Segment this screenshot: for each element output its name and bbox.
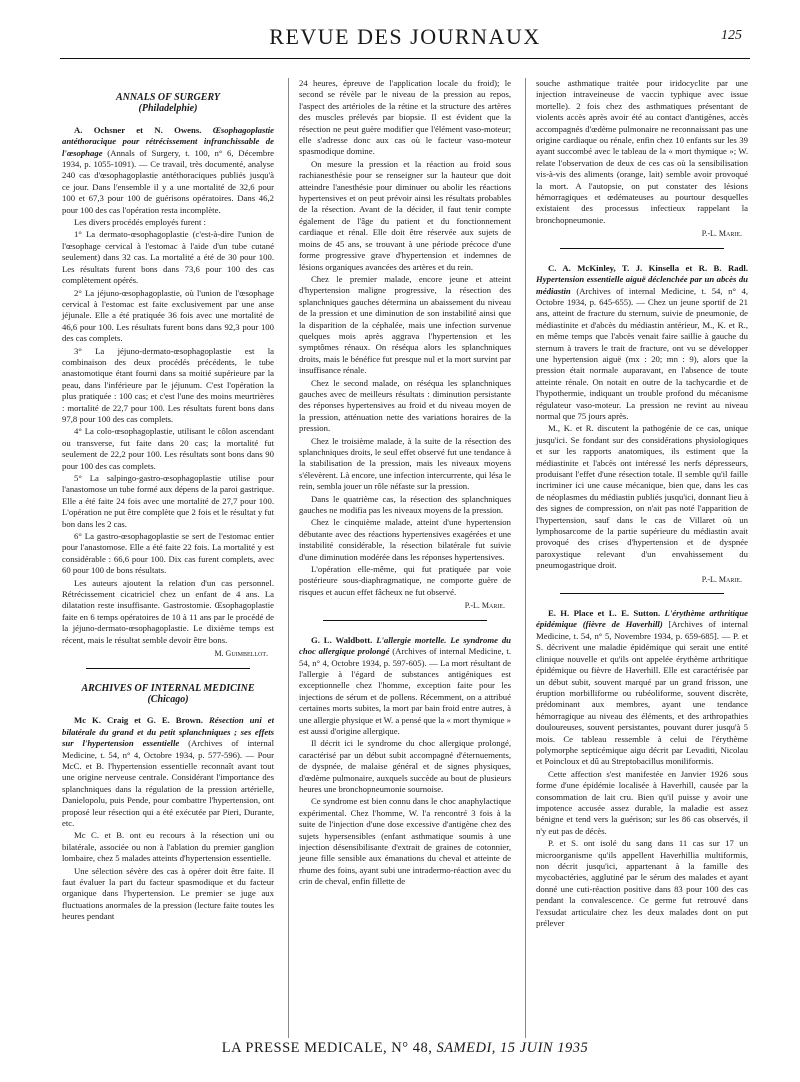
paragraph: 2° La jéjuno-œsophagoplastie, où l'union de l'œsophage cervical à l'estomac est faite exclusivement par une anse jéjunale. Elle a été pratiquée 36 fois avec une mortalité de 46,6 pour 100. Les résultats furent bons dans 92,3 pour 100 des cas complets. [62,287,274,344]
paragraph: Chez le troisième malade, à la suite de la résection des splanchniques droits, le seul effet observé fut une tendance à la stabilisation de la pression, mais les niveaux moyens s'élevèrent. Là encore, une infection intercurrente, qui lésa le rein, sembla jouer un rôle néfaste sur la pression. [299,435,511,492]
article-heading [62,715,274,829]
paragraph: Mc C. et B. ont eu recours à la résection uni ou bilatérale, associée ou non à l'ablation du premier ganglion lombaire, chez 5 malades atteints d'hypertension essentielle. [62,830,274,864]
article-authors: E. H. Place et L. E. Sutton. [548,608,661,619]
article-authors: C. A. McKinley, T. J. Kinsella et R. B. Radl. [548,262,748,273]
paragraph: Chez le cinquième malade, atteint d'une hypertension débutante avec des réactions hypertensives exagérées et une instabilité considérable, la résection bilatérale fut suivie d'une diminution modérée dans les réponses hypertensives. [299,517,511,562]
article-columns [60,78,750,1038]
section-divider [560,248,724,249]
page-number: 125 [721,28,742,43]
paragraph: Dans le quatrième cas, la résection des splanchniques gauches ne modifia pas les niveaux moyens de la pression. [299,493,511,516]
article-title: Hypertension essentielle aiguë déclenchée par un abcès du médiastin [536,274,748,296]
article-title: L'allergie mortelle. Le syndrome du choc allergique prolongé [299,634,512,657]
paragraph: Il décrit ici le syndrome du choc allergique prolongé, caractérisé par un début subit accompagné d'éternuements, de dyspnée, de malaise général et de signes physiques, d'œdème pulmonaire, auxquels succède au bout de plusieurs heures une bronchopneumonie sournoise. [299,738,511,794]
article-heading [299,635,511,738]
article-title: L'érythème arthritique épidémique (fièvre de Haverhill) [536,608,749,630]
article-reference: (Archives of internal Medicine, t. 54, n° 4, Octobre 1934, p. 645-655). — Chez un jeune sportif de 21 ans, atteint de fracture du sternum, suivie de pneumonie, de médiastinite et d'abcès du médiastin antérieur, M., K. et R., en même temps que l'abcès venait faire saillie à gauche du sternum à travers le trait de fracture, ont vu se développer une hypertension aiguë (mx : 20; mn : 9), alors que la pression était normale auparavant, en l'absence de toute atteinte rénale. On notait en outre de la tachycardie et de l'hypothermie, indiquant un trouble profond du mécanisme régulateur vaso-moteur. La pression ne revint au niveau normal que 75 jours après. [536,285,748,421]
paragraph: Une sélection sévère des cas à opérer doit être faite. Il faut évaluer la part du facteur spasmodique et du facteur organique dans l'hypertension. Le premier se juge aux fluctuations anormales de la pression (lecture faite toutes les heures pendant [62,865,274,922]
column-2 [288,78,513,1038]
article-authors: G. L. Waldbott. [311,634,373,645]
paragraph: 4° La colo-œsophagoplastie, utilisant le côlon ascendant ou transverse, fut faite dans 20 cas; la mortalité fut seulement de 22,2 pour 100. Les résultats sont bons dans 90 pour 100 des cas complets. [62,426,274,471]
journal-heading: ARCHIVES OF INTERNAL MEDICINE [81,682,255,694]
article-reference: [Archives of internal Medicine, t. 54, n° 5, Novembre 1934, p. 659-685]. — P. et S. décrivent une maladie épidémique qui serait une entité clinique nouvelle et qu'ils ont appelée érythème arthritique épidémique ou fièvre de Haverhill. Elle est caractérisée par un début subit, souvent marqué par un grand frisson, une éruption morbilliforme ou rubéoliforme, souvent discrète, prédominant aux membres, ayant une tendance hémorragique au niveau des éléments, et des arthropathies douloureuses, souvent persistantes, pouvant durer jusqu'à 5 mois. Ce tableau ressemble à celui de l'érythème polymorphe septicémique aigu décrit par Levaditi, Nicolau et Poincloux et dû au Streptobacillus moniliformis. [536,619,749,767]
section-divider [86,668,250,669]
journal-heading: ANNALS OF SURGERY [115,92,221,103]
column-3 [525,78,750,1038]
page-footer [60,1040,750,1057]
article-title: Résection uni et bilatérale du grand et du petit splanchniques ; ses effets sur l'hypertension essentielle [62,715,275,749]
paragraph: Les auteurs ajoutent la relation d'un cas personnel. Rétrécissement cicatriciel chez un enfant de 4 ans. La dilatation reste insuffisante. Gastrostomie. Œsophagoplastie faite en 6 temps opératoires de 10 à 11 ans par le procédé de la jéjuno-dermato-œsophagoplastie. Le dixième temps est récent, mais le résultat semble devoir être bons. [62,577,274,645]
signature: M. Guimbellot. [214,649,268,659]
signature: P.-L. Marie. [701,229,742,239]
section-divider [323,620,487,621]
article-heading [536,608,748,768]
journal-city: (Chicago) [147,693,189,705]
publication-name: LA PRESSE MEDICALE, N° 48, [221,1040,433,1056]
journal-city: (Philadelphie) [138,103,198,115]
signature: P.-L. Marie. [464,601,505,611]
section-divider [560,593,724,594]
article-authors: A. Ochsner et N. Owens. [74,124,202,135]
paragraph: M., K. et R. discutent la pathogénie de ce cas, unique jusqu'ici. Se fondant sur des considérations physiologiques et sur les rapports anatomiques, ils estiment que la médiastinite et l'abcès ont intéressé les nerfs dépresseurs, produisant l'effet d'une résection totale. Il semble qu'il faille incriminer ici une cause mécanique, bien que, dans les cas de néoplasmes du médiastin publiés jusqu'ici, donnant lieu à des signes de compression, on n'ait pas noté l'apparition de l'hypertension, sauf dans le cas de Villaret où un lymphosarcome de la partie supérieure du médiastin avait provoqué des crises d'hypertension et de dyspnée paroxystique relevant d'un envahissement du pneumogastrique droit. [536,423,748,571]
article-heading [536,263,748,423]
article-authors: Mc K. Craig et G. E. Brown. [74,715,203,726]
paragraph: souche asthmatique traitée pour iridocyclite par une injection intraveineuse de vaccin typhique avec issue mortelle). 2 fois chez des asthmatiques présentant de violents accès après avoir été au contact d'antigènes, accès accompagnés d'œdème pulmonaire ne reconnaissant pas une origine cardiaque ou rénale, enfin chez 10 enfants sur les 39 ayant succombé avec le tableau de la « mort thymique »; W. relate l'observation de deux de ces cas où la sensibilisation vis-à-vis des aliments (orange, lait) semble avoir provoqué la mort. A l'autopsie, on put constater des lésions hémorragiques et œdémateuses au pourtour desquelles existaient des processus infectieux rappelant la bronchopneumonie. [536,78,748,225]
paragraph: 24 heures, épreuve de l'application locale du froid); le second se révèle par le niveau de la pression au repos, l'aspect des artérioles de la rétine et la structure des artères des muscles prélevés par biopsie. Il est évident que la résection ne peut guère modifier que l'élément vaso-moteur; elle s'adresse donc aux cas où le facteur vaso-moteur spasmodique domine. [299,78,511,157]
publication-date: SAMEDI, 15 JUIN 1935 [436,1040,589,1056]
paragraph: On mesure la pression et la réaction au froid sous rachianesthésie pour se renseigner sur la hauteur que doit atteindre l'anesthésie pour diminuer ou abolir les réactions hypertensives et on peut prévoir ainsi les résultats probables de la résection. Avant de la décider, il faut tenir compte également de l'âge du patient et du fonctionnement cardiaque et rénal. Elle doit être réservée aux sujets de moins de 45 ans, se trouvant à une période précoce d'une forme progressive grave d'hypertension et indemnes de lésions organiques avancées des artères et du rein. [299,158,511,272]
paragraph: Ce syndrome est bien connu dans le choc anaphylactique expérimental. Chez l'homme, W. l'a rencontré 3 fois à la suite de l'injection d'une dose excessive d'antigène chez des sujets hypersensibles (enfant asthmatique soumis à une injection désensibilisante d'extrait de graines de cotonnier, jeune fille sensible aux émanations du cheval et atteinte de rhume des foins, ayant subi une intradermo-réaction avec du crin de cheval, enfin fillette de [299,796,511,887]
paragraph: P. et S. ont isolé du sang dans 11 cas sur 17 un microorganisme qu'ils appellent Haverhillia multiformis, non décrit jusqu'ici, appartenant à la famille des mycobactéries, agglutiné par le sérum des malades et ayant donné une cuti-réaction positive dans 83 pour 100 des cas pendant la convalescence. Ce germe fut retrouvé dans l'exsudat articulaire chez les deux malades dont on put prélever [536,838,748,929]
paragraph: L'opération elle-même, qui fut pratiquée par voie postérieure sous-diaphragmatique, ne comporte guère de risques et aucun effet fâcheux ne fut observé. [299,564,511,597]
column-1 [60,78,276,1038]
article-reference: (Annals of Surgery, t. 100, n° 6, Décembre 1934, p. 1055-1091). — Ce travail, très documenté, analyse 240 cas d'œsophagoplastie antéthoraciques publiés jusqu'à ce jour. Dans l'ensemble il y a une mortalité de 32,6 pour 100 et 67,3 pour 100 de guérisons opératoires. Dans 46,2 pour 100 des cas l'opération resta incomplète. [62,147,275,215]
paragraph: 6° La gastro-œsophagoplastie se sert de l'estomac entier pour l'anastomose. Elle a été faite 22 fois. La mortalité y est considérable : 66,6 pour 100. Dix cas furent complets, avec 60 pour 100 de bons résultats. [62,531,274,576]
article-title: Œsophagoplastie antéthoracique pour rétrécissement infranchissable de l'œsophage [62,124,275,158]
paragraph: 5° La salpingo-gastro-œsophagoplastie utilise pour l'anastomose un tube formé aux dépens de la paroi gastrique. Elle a été faite 24 fois avec une mortalité de 27,7 pour 100. L'opération ne put être complète que 2 fois et le résultat y fut bon dans les 2 cas. [62,473,274,529]
article-reference: (Archives of internal Medicine, t. 54, n° 4, Octobre 1934, p. 597-605). — La mort résultant de l'allergie à l'égard de substances antigéniques est exceptionnelle chez l'homme, exception faite pour les injections de sérum et de pollens. Récemment, on a attribué certaines morts subites, la mort par bain froid entre autres, à une allergie physique et W. a pensé que la « mort thymique » est aussi d'origine allergique. [299,646,511,736]
article-heading [62,125,274,216]
signature: P.-L. Marie. [701,574,742,584]
running-title: REVUE DES JOURNAUX [269,24,541,49]
paragraph: Les divers procédés employés furent : [74,217,206,228]
paragraph: 1° La dermato-œsophagoplastie (c'est-à-dire l'union de l'œsophage cervical à l'estomac à l'aide d'un tube cutané seulement) dans 32 cas. La mortalité a été de 30 pour 100. Les résultats furent bons dans 73,6 pour 100 des cas complètement opérés. [62,229,274,286]
article-reference: (Archives of internal Medicine, t. 54, n° 4, Octobre 1934, p. 577-596). — Pour McC. et B. l'hypertension essentielle reconnaît avant tout une origine nerveuse centrale. Considérant l'importance des splanchniques dans la régulation de la pression artérielle, Danielopolu, puis Pende, pour combattre l'hypertension, ont proposé leur résection qui a été exécutée par Pieri, Durante, etc. [62,738,274,828]
paragraph: Chez le premier malade, encore jeune et atteint d'hypertension maligne progressive, la résection des splanchniques gauches détermina un abaissement du niveau de la pression et une diminution de son instabilité ainsi que la disparition de la céphalée, mais une infection survenue quelques mois après aggrava l'hypertension et les symptômes rénaux. On réséqua alors les splanchniques droits, mais le bénéfice fut presque nul et la mort survint par insuffisance rénale. [299,273,511,376]
paragraph: 3° La jéjuno-dermato-œsophagoplastie est la combinaison des deux procédés précédents, le tube anastomotique étant fourni dans sa moitié supérieure par la peau, dans l'inférieure par le jéjunum. C'est l'opération la plus pratiquée : 100 cas; et c'est l'une des moins meurtrières : mortalité de 22,7 pour 100. Les résultats furent bons dans 97,8 pour 100 des cas complets. [62,345,274,424]
paragraph: Cette affection s'est manifestée en Janvier 1926 sous forme d'une épidémie localisée à Haverhill, causée par la consommation de lait cru. Bien qu'il puisse y avoir une impotence accusée assez durable, la maladie est assez bénigne et tend vers la guérison; sur les 86 cas observés, il n'y eut pas de décès. [536,768,748,836]
page-header [60,20,750,59]
paragraph: Chez le second malade, on réséqua les splanchniques gauches avec de meilleurs résultats : diminution persistante des réponses hypertensives au froid et du niveau moyen de la pression, atténuation nette des variations horaires de la pression. [299,377,511,434]
